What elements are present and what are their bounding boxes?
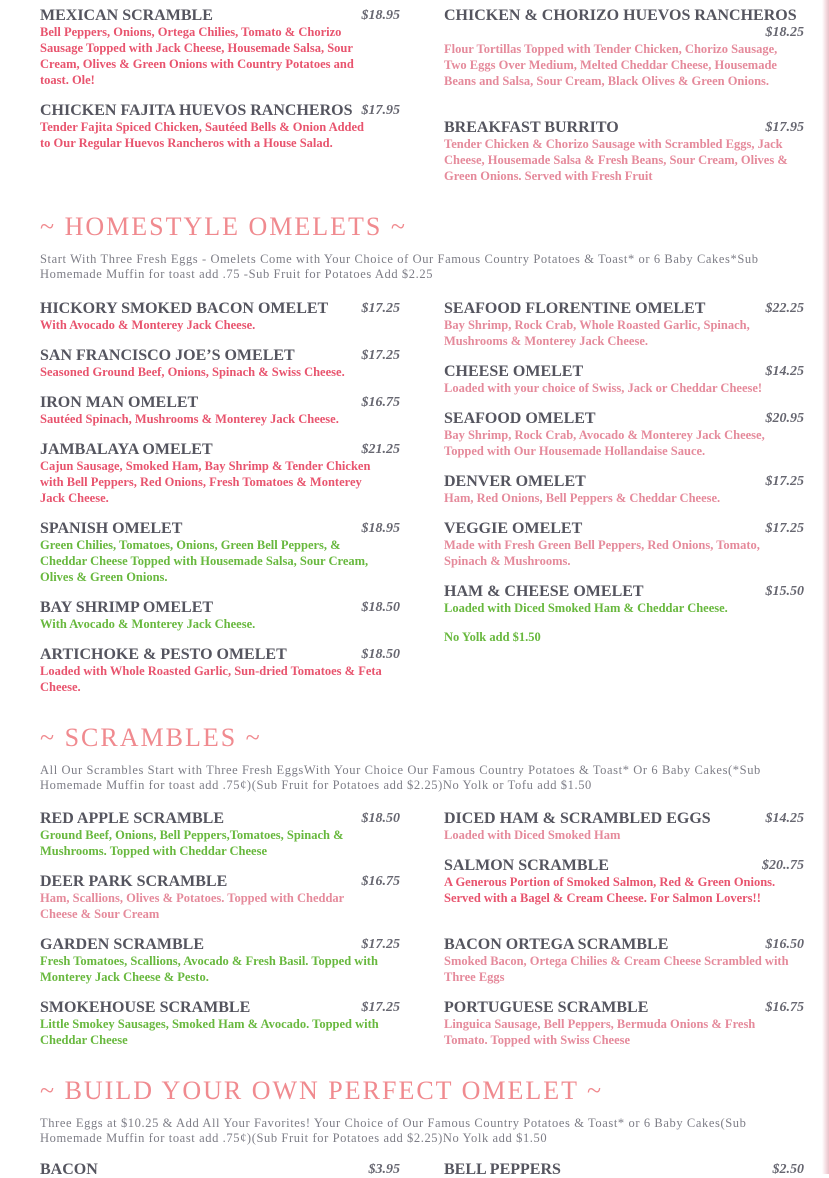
item-name: SEAFOOD OMELET — [444, 410, 596, 427]
item-price: $16.50 — [765, 937, 804, 952]
item-price: $17.25 — [361, 937, 400, 952]
item-description: Bay Shrimp, Rock Crab, Whole Roasted Garlic, Spinach, Mushrooms & Monterey Jack Cheese. — [444, 318, 750, 348]
menu-item — [444, 7, 804, 89]
item-price: $18.95 — [361, 8, 400, 23]
item-name: BACON — [40, 1161, 98, 1178]
item-name: SALMON SCRAMBLE — [444, 857, 609, 874]
item-price: $20.95 — [765, 411, 804, 426]
item-name: SPANISH OMELET — [40, 520, 183, 537]
item-name: DEER PARK SCRAMBLE — [40, 873, 228, 890]
menu-item — [444, 999, 804, 1048]
item-name: BREAKFAST BURRITO — [444, 119, 619, 136]
item-name: CHICKEN & CHORIZO HUEVOS RANCHEROS — [444, 7, 797, 24]
item-name: CHICKEN FAJITA HUEVOS RANCHEROS — [40, 102, 353, 119]
section-note-build: Three Eggs at $10.25 & Add All Your Favorites! Your Choice of Our Famous Country Potatoes & Toast* or 6 Baby Cakes(Sub Homemade Muffin for toast add .75¢)(Sub Fruit for Potatoes add $2.25)No Yolk add $1.50 — [40, 1116, 747, 1145]
item-price: $22.25 — [765, 301, 804, 316]
menu-item — [444, 936, 804, 985]
menu-item — [40, 394, 400, 427]
item-price: $17.95 — [361, 103, 400, 118]
item-price: $18.95 — [361, 521, 400, 536]
item-price: $16.75 — [361, 395, 400, 410]
menu-item — [40, 102, 400, 151]
item-name: BELL PEPPERS — [444, 1161, 561, 1178]
item-name: SEAFOOD FLORENTINE OMELET — [444, 300, 706, 317]
item-price: $18.25 — [765, 25, 804, 40]
item-description: Sautéed Spinach, Mushrooms & Monterey Jack Cheese. — [40, 412, 339, 426]
item-description: Made with Fresh Green Bell Peppers, Red Onions, Tomato, Spinach & Mushrooms. — [444, 538, 760, 568]
menu-item — [444, 410, 804, 459]
item-description: Loaded with Whole Roasted Garlic, Sun-dried Tomatoes & Feta Cheese. — [40, 664, 382, 694]
section-note-scrambles: All Our Scrambles Start with Three Fresh EggsWith Your Choice Our Famous Country Potatoes & Toast* Or 6 Baby Cakes(*Sub Homemade Muffin for toast add .75¢)(Sub Fruit for Potatoes add $2.25)No Yolk or Tofu add $1.50 — [40, 763, 761, 792]
item-price: $17.25 — [765, 521, 804, 536]
item-name: HICKORY SMOKED BACON OMELET — [40, 300, 329, 317]
item-description: Flour Tortillas Topped with Tender Chicken, Chorizo Sausage, Two Eggs Over Medium, Melted Cheddar Cheese, Housemade Beans and Salsa, Sour Cream, Black Olives & Green Onions. — [444, 42, 778, 88]
menu-item — [40, 646, 400, 695]
item-price: $18.50 — [361, 811, 400, 826]
item-price: $20..75 — [762, 858, 804, 873]
item-description: Loaded with Diced Smoked Ham — [444, 828, 621, 842]
item-description: Ham, Red Onions, Bell Peppers & Cheddar Cheese. — [444, 491, 721, 505]
menu-item — [444, 857, 804, 906]
item-description: Ham, Scallions, Olives & Potatoes. Topped with Cheddar Cheese & Sour Cream — [40, 891, 344, 921]
item-price: $16.75 — [361, 874, 400, 889]
item-price: $18.50 — [361, 647, 400, 662]
menu-item — [40, 599, 400, 632]
item-name: SMOKEHOUSE SCRAMBLE — [40, 999, 251, 1016]
item-description: Seasoned Ground Beef, Onions, Spinach & Swiss Cheese. — [40, 365, 345, 379]
menu-item — [40, 441, 400, 506]
item-name: PORTUGUESE SCRAMBLE — [444, 999, 649, 1016]
item-description: Tender Chicken & Chorizo Sausage with Scrambled Eggs, Jack Cheese, Housemade Salsa & Fresh Beans, Sour Cream, Olives & Green Onions. Served with Fresh Fruit — [444, 137, 788, 183]
menu-item — [40, 999, 400, 1048]
item-name: BACON ORTEGA SCRAMBLE — [444, 936, 669, 953]
item-description: Bell Peppers, Onions, Ortega Chilies, Tomato & Chorizo Sausage Topped with Jack Cheese, Housemade Salsa, Sour Cream, Olives & Green Onions with Country Potatoes and toast. Ole! — [40, 25, 354, 87]
menu-item — [444, 583, 804, 616]
item-price: $3.95 — [368, 1162, 400, 1177]
item-name: VEGGIE OMELET — [444, 520, 583, 537]
menu-item — [40, 520, 400, 585]
item-name: DICED HAM & SCRAMBLED EGGS — [444, 810, 711, 827]
item-description: With Avocado & Monterey Jack Cheese. — [40, 617, 256, 631]
menu-item — [444, 520, 804, 569]
menu-item — [444, 1161, 804, 1178]
item-price: $17.25 — [361, 1000, 400, 1015]
item-name: BAY SHRIMP OMELET — [40, 599, 214, 616]
section-note-omelets: Start With Three Fresh Eggs - Omelets Come with Your Choice of Our Famous Country Potatoes & Toast* or 6 Baby Cakes*Sub Homemade Muffin for toast add .75 -Sub Fruit for Potatoes Add $2.25 — [40, 252, 759, 281]
item-description: Linguica Sausage, Bell Peppers, Bermuda Onions & Fresh Tomato. Topped with Swiss Cheese — [444, 1017, 756, 1047]
no-yolk-note: No Yolk add $1.50 — [444, 630, 541, 644]
menu-item — [40, 873, 400, 922]
item-price: $17.25 — [765, 474, 804, 489]
item-price: $2.50 — [772, 1162, 804, 1177]
item-name: MEXICAN SCRAMBLE — [40, 7, 213, 24]
menu-item — [444, 119, 804, 184]
item-price: $15.50 — [765, 584, 804, 599]
menu-item — [40, 810, 400, 859]
item-name: SAN FRANCISCO JOE’S OMELET — [40, 347, 295, 364]
item-description: Loaded with your choice of Swiss, Jack or Cheddar Cheese! — [444, 381, 763, 395]
item-price: $16.75 — [765, 1000, 804, 1015]
menu-item — [40, 300, 400, 333]
item-name: RED APPLE SCRAMBLE — [40, 810, 225, 827]
item-price: $21.25 — [361, 442, 400, 457]
item-description: Loaded with Diced Smoked Ham & Cheddar Cheese. — [444, 601, 728, 615]
item-price: $14.25 — [765, 364, 804, 379]
item-name: IRON MAN OMELET — [40, 394, 199, 411]
item-description: With Avocado & Monterey Jack Cheese. — [40, 318, 256, 332]
item-price: $17.25 — [361, 301, 400, 316]
item-description: A Generous Portion of Smoked Salmon, Red & Green Onions. Served with a Bagel & Cream Cheese. For Salmon Lovers!! — [444, 875, 776, 905]
section-title-omelets: ~ HOMESTYLE OMELETS ~ — [40, 212, 407, 241]
page-edge — [822, 0, 829, 1174]
item-price: $14.25 — [765, 811, 804, 826]
section-title-scrambles: ~ SCRAMBLES ~ — [40, 723, 262, 752]
item-description: Bay Shrimp, Rock Crab, Avocado & Monterey Jack Cheese, Topped with Our Housemade Hollandaise Sauce. — [444, 428, 765, 458]
item-description: Cajun Sausage, Smoked Ham, Bay Shrimp & Tender Chicken with Bell Peppers, Red Onions, Fresh Tomatoes & Monterey Jack Cheese. — [40, 459, 371, 505]
item-description: Little Smokey Sausages, Smoked Ham & Avocado. Topped with Cheddar Cheese — [40, 1017, 379, 1047]
menu-item — [40, 7, 400, 88]
item-price: $18.50 — [361, 600, 400, 615]
menu-item — [444, 810, 804, 843]
menu-item — [444, 300, 804, 349]
menu-item — [40, 936, 400, 985]
item-description: Green Chilies, Tomatoes, Onions, Green Bell Peppers, & Cheddar Cheese Topped with Housemade Salsa, Sour Cream, Olives & Green Onions. — [40, 538, 369, 584]
item-price: $17.25 — [361, 348, 400, 363]
item-description: Fresh Tomatoes, Scallions, Avocado & Fresh Basil. Topped with Monterey Jack Cheese & Pesto. — [40, 954, 378, 984]
item-name: CHEESE OMELET — [444, 363, 584, 380]
menu-item — [40, 347, 400, 380]
item-price: $17.95 — [765, 120, 804, 135]
item-description: Ground Beef, Onions, Bell Peppers,Tomatoes, Spinach & Mushrooms. Topped with Cheddar Cheese — [40, 828, 344, 858]
item-name: HAM & CHEESE OMELET — [444, 583, 644, 600]
item-name: ARTICHOKE & PESTO OMELET — [40, 646, 287, 663]
menu-item — [444, 363, 804, 396]
item-description: Tender Fajita Spiced Chicken, Sautéed Bells & Onion Added to Our Regular Huevos Rancheros with a House Salad. — [40, 120, 365, 150]
item-name: JAMBALAYA OMELET — [40, 441, 213, 458]
menu-item — [444, 473, 804, 506]
section-title-build: ~ BUILD YOUR OWN PERFECT OMELET ~ — [40, 1076, 604, 1105]
item-description: Smoked Bacon, Ortega Chilies & Cream Cheese Scrambled with Three Eggs — [444, 954, 789, 984]
menu-item — [40, 1161, 400, 1178]
item-name: DENVER OMELET — [444, 473, 586, 490]
item-name: GARDEN SCRAMBLE — [40, 936, 205, 953]
